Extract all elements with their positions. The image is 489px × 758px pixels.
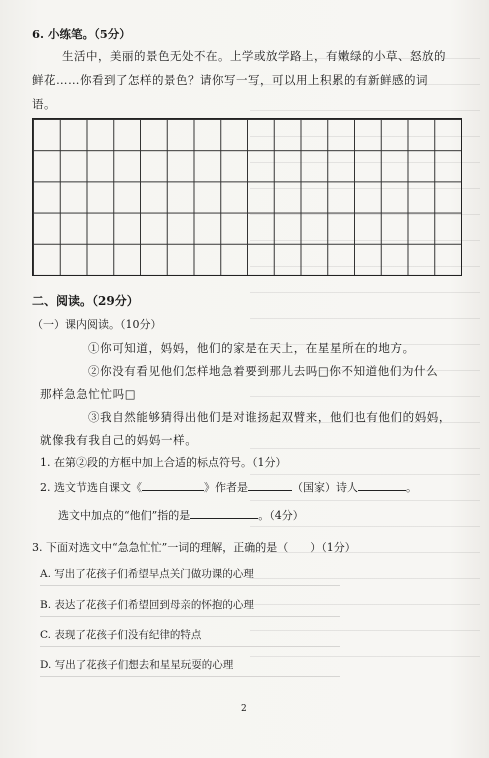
option-b-underline [40, 616, 340, 617]
passage-paragraph-1: ①你可知道，妈妈，他们的家是在天上，在星星所在的地方。 [88, 341, 415, 355]
q2a-end: 。 [406, 481, 417, 494]
question-1: 1. 在第②段的方框中加上合适的标点符号。（1分） [40, 456, 287, 469]
passage-paragraph-3b: 就像我有我自己的妈妈一样。 [40, 433, 198, 447]
passage-paragraph-2a: ②你没有看见他们怎样地急着要到那儿去吗□你不知道他们为什么 [88, 364, 439, 378]
blank-lesson-title[interactable] [142, 478, 204, 491]
option-d[interactable]: D. 写出了花孩子们想去和星星玩耍的心理 [40, 659, 234, 671]
writing-grid[interactable] [32, 118, 462, 276]
q2a-middle2: （国家）诗人 [292, 481, 358, 494]
q6-title: 6. 小练笔。（5分） [32, 27, 131, 41]
q2a-middle: 》作者是 [204, 481, 248, 494]
question-2b [58, 506, 304, 523]
option-c[interactable]: C. 表现了花孩子们没有纪律的特点 [40, 629, 202, 641]
q2b-prefix: 选文中加点的“他们”指的是 [58, 509, 191, 522]
blank-author[interactable] [248, 478, 292, 491]
section2-subtitle: （一）课内阅读。（10分） [32, 318, 162, 331]
section2-title: 二、阅读。（29分） [32, 294, 139, 308]
q6-line2: 鲜花……你看到了怎样的景色？请你写一写，可以用上积累的有新鲜感的词 [32, 73, 428, 87]
q2b-end: 。（4分） [258, 509, 304, 522]
q2a-prefix: 2. 选文节选自课文《 [40, 481, 142, 494]
option-a[interactable]: A. 写出了花孩子们希望早点关门做功课的心理 [40, 568, 254, 580]
question-2a [40, 478, 417, 495]
question-3: 3. 下面对选文中“急急忙忙”一词的理解，正确的是（ ）（1分） [32, 541, 356, 554]
q6-line3: 语。 [32, 97, 56, 111]
passage-paragraph-3a: ③我自然能够猜得出他们是对谁扬起双臂来，他们也有他们的妈妈， [88, 410, 451, 424]
option-d-underline [40, 676, 340, 677]
q6-line1: 生活中，美丽的景色无处不在。上学或放学路上，有嫩绿的小草、怒放的 [62, 49, 446, 63]
blank-they-refer[interactable] [190, 506, 258, 519]
page-number: 2 [241, 704, 247, 714]
passage-paragraph-2b: 那样急急忙忙吗□ [40, 387, 137, 401]
option-c-underline [40, 646, 340, 647]
option-a-underline [40, 585, 340, 586]
option-b[interactable]: B. 表达了花孩子们希望回到母亲的怀抱的心理 [40, 599, 254, 611]
blank-poet[interactable] [358, 478, 406, 491]
